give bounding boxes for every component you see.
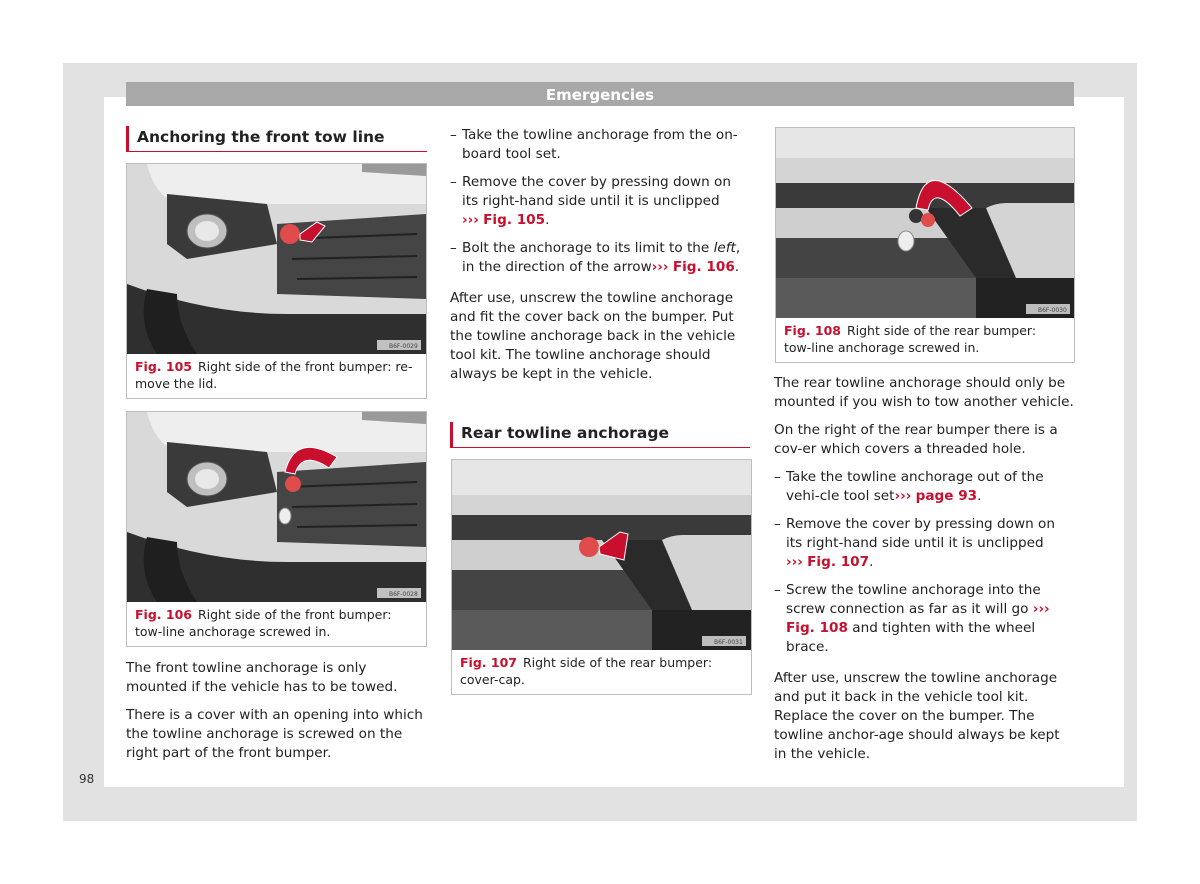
figure-106-caption-text: Right side of the front bumper: tow-line anchorage screwed in. [135,607,392,639]
figure-105-label: Fig. 105 [135,359,192,374]
ref-arrow-icon: ››› [894,488,912,504]
figure-106-label: Fig. 106 [135,607,192,622]
figure-105 [126,163,427,399]
rear-bumper-anchorage-illustration [776,128,1074,318]
front-bumper-anchorage-illustration [127,412,426,602]
paragraph-after-use-rear: After use, unscrew the towline anchorage and put it back in the vehicle tool kit. Replace the cover on the bumper. The towline anchor-age should always be kept in the vehicle. [774,670,1060,762]
figure-105-code: B6F-0029 [389,343,418,350]
rear-bumper-cover-illustration [452,460,751,650]
middle-column [450,126,750,393]
ref-link-fig-107[interactable]: Fig. 107 [807,554,870,570]
front-bumper-lid-illustration [127,164,426,354]
figure-107-label: Fig. 107 [460,655,517,670]
figure-108-label: Fig. 108 [784,323,841,338]
chapter-header: Emergencies [126,82,1074,106]
ref-arrow-icon: ››› [651,259,669,275]
ref-link-fig-108[interactable]: Fig. 108 [786,620,848,636]
figure-108-code: B6F-0030 [1038,307,1067,314]
paragraph-rear-anchorage: The rear towline anchorage should only be mounted if you wish to tow another vehicle. [774,375,1074,410]
figure-106-code: B6F-0028 [389,591,418,598]
figure-108 [775,127,1075,363]
paragraph-front-anchorage: The front towline anchorage is only mounted if the vehicle has to be towed. [126,660,398,695]
step-item: – Take the towline anchorage out of the vehi-cle tool set››› page 93. [774,468,1074,506]
figure-105-caption-text: Right side of the front bumper: re-move the lid. [135,359,413,391]
figure-107-caption-text: Right side of the rear bumper: cover-cap. [460,655,713,687]
page-number: 98 [79,772,95,786]
paragraph-after-use-front: After use, unscrew the towline anchorage and fit the cover back on the bumper. Put the towline anchorage back in the vehicle tool kit. The towline anchorage should always be kept in the vehicle. [450,290,736,382]
step-item: – Screw the towline anchorage into the screw connection as far as it will go ››› Fig. 108 and tighten with the wheel brace. [774,581,1074,657]
step-item: – Take the towline anchorage from the on-board tool set. [450,126,750,164]
figure-107-caption [452,650,751,688]
figure-108-caption [776,318,1074,356]
paragraph-rear-cover: On the right of the rear bumper there is a cov-er which covers a threaded hole. [774,422,1058,457]
figure-107-code: B6F-0031 [714,639,743,646]
left-column [126,126,427,152]
section-title-rear-tow: Rear towline anchorage [450,422,750,448]
ref-link-fig-105[interactable]: Fig. 105 [483,212,546,228]
figure-108-caption-text: Right side of the rear bumper: tow-line anchorage screwed in. [784,323,1037,355]
section-title-front-tow: Anchoring the front tow line [126,126,427,152]
ref-arrow-icon: ››› [786,554,803,570]
step-item: – Remove the cover by pressing down on its right-hand side until it is unclipped ››› Fig. 105. [450,173,750,230]
figure-105-caption [127,354,426,392]
figure-107 [451,459,752,695]
figure-106 [126,411,427,647]
step-item: – Bolt the anchorage to its limit to the left, in the direction of the arrow››› Fig. 106. [450,239,750,277]
left-column-text [126,659,427,772]
rear-steps-list [774,468,1074,657]
ref-arrow-icon: ››› [462,212,479,228]
figure-106-caption [127,602,426,640]
ref-link-fig-106[interactable]: Fig. 106 [672,259,735,275]
step-item: – Remove the cover by pressing down on its right-hand side until it is unclipped ››› Fig. 107. [774,515,1074,572]
right-column [774,374,1074,773]
paragraph-front-cover: There is a cover with an opening into which the towline anchorage is screwed on the right part of the front bumper. [126,707,423,761]
rear-section-heading [450,422,750,448]
ref-link-page-93[interactable]: page 93 [915,488,978,504]
front-steps-list [450,126,750,277]
ref-arrow-icon: ››› [1032,601,1050,617]
